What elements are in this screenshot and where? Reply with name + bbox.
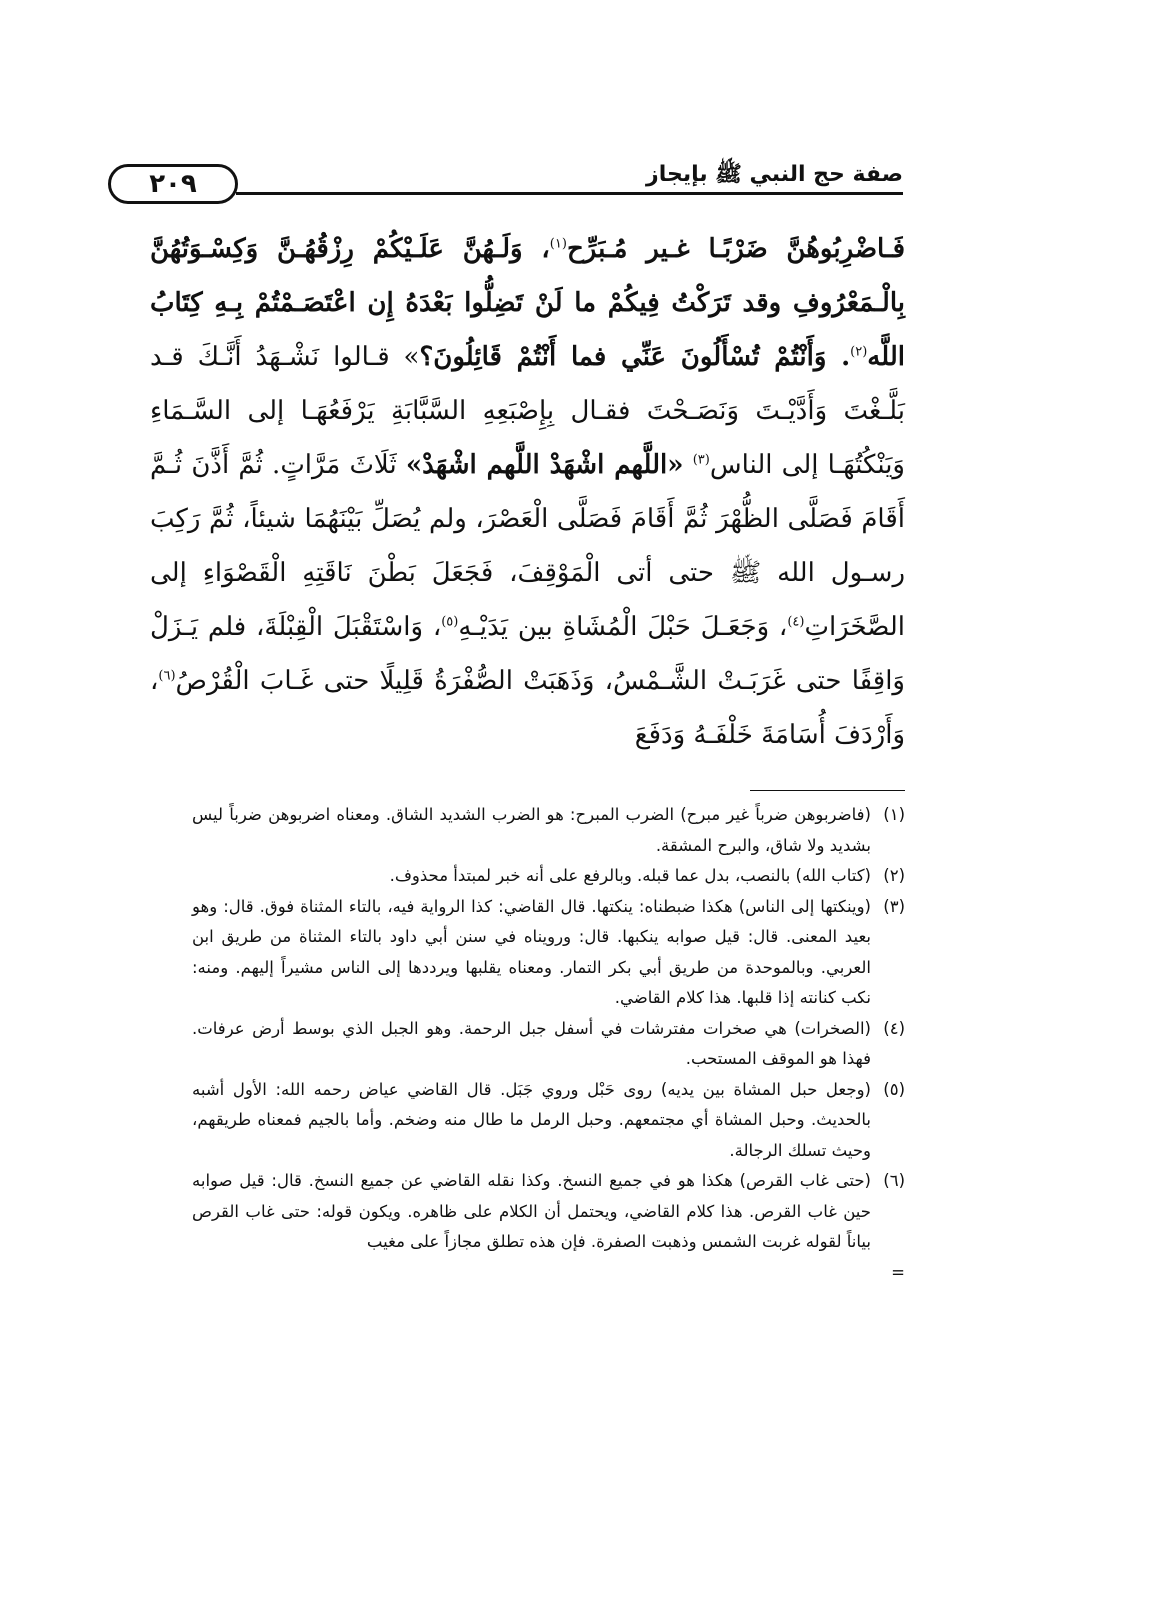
main-text-run: ، وَأَرْدَفَ أُسَامَةَ خَلْفَـهُ وَدَفَعَ: [150, 666, 905, 750]
footnote-ref: (٢): [850, 344, 868, 360]
footnote-ref: (٥): [441, 614, 459, 630]
main-text-run: » قـالوا نَشْـهَدُ أَنَّـكَ قـد بَلَّـغْتَ وَأَدَّيْـتَ وَنَصَـحْتَ فقـال بِإِصْبَعِهِ السَّبَّابَةِ يَرْفَعُهَـا إلى السَّـمَاءِ وَيَنْكُتُهَـا إلى الناس: [150, 342, 905, 480]
footnote-number: (١): [883, 805, 905, 824]
footnote: [192, 800, 905, 861]
footnote-text: (كتاب الله) بالنصب، بدل عما قبله. وبالرفع على أنه خبر لمبتدأ محذوف.: [389, 866, 871, 885]
footnote-number: (٦): [883, 1171, 905, 1190]
footnote-number: (٤): [883, 1018, 905, 1038]
running-title: صفة حج النبي ﷺ بإيجاز: [646, 162, 903, 187]
footnote-text: (فاضربوهن ضرباً غير مبرح) الضرب المبرح: هو الضرب الشديد الشاق. ومعناه اضربوهن ضرباً ليس بشديد ولا شاق، والبرح المشقة.: [192, 805, 871, 855]
footnote-ref: (٦): [158, 668, 176, 684]
main-text-run: فَـاضْرِبُوهُنَّ ضَرْبًـا غـير مُـبَرِّح: [566, 234, 905, 264]
footnote: [192, 1166, 905, 1258]
main-text-run: ، وَجَعَـلَ حَبْلَ الْمُشَاةِ بين يَدَيْـهِ: [458, 612, 788, 642]
page-number: ٢٠٩: [108, 164, 238, 204]
footnote-number: (٥): [883, 1079, 905, 1099]
main-text: [150, 222, 905, 762]
footnote-ref: (٤): [787, 614, 805, 630]
main-text-run: . وَأَنْتُمْ تُسْأَلُونَ عَنِّي فما أَنْتُمْ قَائِلُونَ؟: [419, 342, 851, 372]
main-text-run: ثَلَاثَ مَرَّاتٍ. ثُمَّ أَذَّنَ ثُـمَّ أَقَامَ فَصَلَّى الظُّهْرَ ثُمَّ أَقَامَ فَصَلَّى الْعَصْرَ، ولم يُصَلِّ بَيْنَهُمَا شيئاً، ثُمَّ رَكِبَ رسـول الله ﷺ حتى أتى الْمَوْقِفَ، فَجَعَلَ بَطْنَ نَاقَتِهِ الْقَصْوَاءِ إلى الصَّخَرَاتِ: [150, 450, 905, 642]
footnote-text: (حتى غاب القرص) هكذا هو في جميع النسخ. وكذا نقله القاضي عن جميع النسخ. قال: قيل صوابه حين غاب القرص. هذا كلام القاضي، ويحتمل أن الكلام على ظاهره. ويكون قوله: حتى غاب القرص بياناً لقوله غربت الشمس وذهبت الصفرة. فإن هذه تطلق مجازاً على مغيب: [192, 1171, 871, 1251]
main-text-quote: «اللَّهم اشْهَدْ اللَّهم اشْهَدْ»: [405, 450, 684, 480]
footnotes: [192, 800, 905, 1288]
page-header: [108, 158, 903, 218]
continuation-mark: =: [891, 1262, 905, 1282]
footnote: [192, 1014, 905, 1075]
footnote-ref: (١): [549, 236, 567, 252]
main-text-run: ، وَلَـهُنَّ عَلَـيْكُمْ رِزْقُهُـنَّ وَكِسْـوَتُهُنَّ بِالْـمَعْرُوفِ وقد تَرَكْتُ فِيكُمْ ما لَنْ تَضِلُّوا بَعْدَهُ إِن اعْتَصَـمْتُمْ بِـهِ كِتَابُ اللَّه: [150, 234, 905, 372]
footnote-text: (وجعل حبل المشاة بين يديه) روى حَبْل وروي جَبَل. قال القاضي عياض رحمه الله: الأول أشبه بالحديث. وحبل المشاة أي مجتمعهم. وحبل الرمل ما طال منه وضخم. وأما بالجيم فمعناه طريقهم، وحيث تسلك الرجالة.: [192, 1079, 871, 1160]
footnote-ref: (٣): [692, 452, 710, 468]
footnote-text: (الصخرات) هي صخرات مفترشات في أسفل جبل الرحمة. وهو الجبل الذي بوسط أرض عرفات. فهذا هو الموقف المستحب.: [192, 1018, 871, 1068]
footnote-number: (٣): [883, 896, 905, 916]
footnote: [192, 892, 905, 1014]
main-paragraph: [150, 222, 905, 762]
footnote: [192, 1075, 905, 1167]
footnote-separator: [750, 790, 905, 791]
header-rule: [236, 192, 903, 195]
main-text-run: ، وَاسْتَقْبَلَ الْقِبْلَةَ، فلم يَـزَلْ وَاقِفًا حتى غَرَبَـتْ الشَّـمْسُ، وَذَهَبَتْ الصُّفْرَةُ قَلِيلًا حتى غَـابَ الْقُرْصُ: [150, 612, 905, 696]
footnote-number: (٢): [883, 866, 905, 885]
footnote: [192, 861, 905, 892]
footnote-text: (وينكتها إلى الناس) هكذا ضبطناه: ينكتها. قال القاضي: كذا الرواية فيه، بالتاء المثناة فوق. قال: وهو بعيد المعنى. قال: قيل صوابه ينكبها. قال: ورويناه في سنن أبي داود بالتاء المثناة من طريق ابن العربي. وبالموحدة من طريق أبي بكر التمار. ومعناه يقلبها ويرددها إلى الناس مشيراً إليهم. ومنه: نكب كنانته إذا قلبها. هذا كلام القاضي.: [192, 896, 871, 1007]
